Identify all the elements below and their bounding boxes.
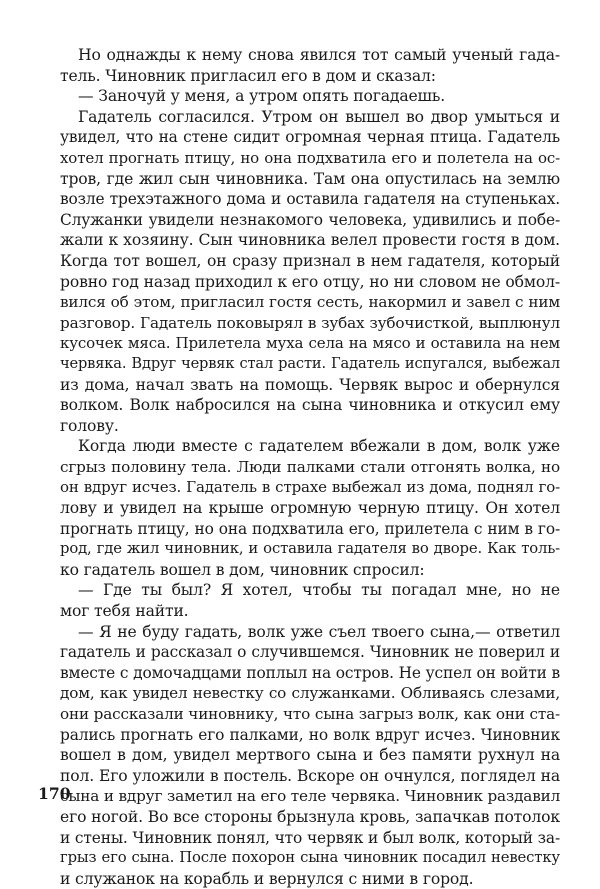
text-line: ровно год назад приходил к его отцу, но ни словом не обмол- <box>60 272 560 291</box>
text-line: Служанки увидели незнакомого человека, удивились и побе- <box>60 210 560 229</box>
text-line: они рассказали чиновнику, что сына загрыз волк, как они ста- <box>60 705 560 723</box>
text-line: гадатель и рассказал о случившемся. Чиновник не поверил и <box>60 643 560 662</box>
text-line: вошел в дом, увидел мертвого сына и без памяти рухнул на <box>60 746 560 765</box>
text-line: род, где жил чиновник, и оставила гадателя во дворе. Как толь- <box>60 540 560 558</box>
text-line: — Я не буду гадать, волк уже съел твоего сына,— ответил <box>78 622 560 641</box>
text-line: пол. Его уложили в постель. Вскоре он очнулся, поглядел на <box>60 766 560 785</box>
text-line: сына и вдруг заметил на его теле червяка. Чиновник раздавил <box>60 787 561 806</box>
text-line: он вдруг исчез. Гадатель в страхе выбежал из дома, поднял го- <box>60 478 560 497</box>
text-line: мог тебя найти. <box>60 602 189 621</box>
text-line: сгрыз половину тела. Люди палками стали отгонять волка, но <box>60 457 560 476</box>
text-line: и стены. Чиновник понял, что червяк и был волк, который за- <box>60 828 560 847</box>
text-line: из дома, начал звать на помощь. Червяк вырос и обернулся <box>60 375 560 394</box>
text-line: его ногой. Во все стороны брызнула кровь, запачкав потолок <box>60 807 560 826</box>
text-line: возле трехэтажного дома и оставила гадателя на ступеньках. <box>60 190 560 209</box>
text-line: и служанок на корабль и вернулся с ними в город. <box>60 869 474 888</box>
text-line: прогнать птицу, но она подхватила его, прилетела с ним в го- <box>60 519 560 538</box>
text-line: грыз его сына. После похорон сына чиновник посадил невестку <box>60 849 560 867</box>
page-number: 170 <box>38 784 71 803</box>
text-line: тров, где жил сын чиновника. Там она опустилась на землю <box>60 169 560 188</box>
text-line: Когда тот вошел, он сразу признал в нем гадателя, который <box>60 251 560 270</box>
text-line: кусочек мяса. Прилетела муха села на мясо и оставила на нем <box>60 334 560 353</box>
text-line: — Заночуй у меня, а утром опять погадаешь. <box>78 87 446 106</box>
body-text <box>60 45 560 889</box>
text-line: лову и увидел на крыше огромную черную птицу. Он хотел <box>60 499 560 518</box>
text-line: — Где ты был? Я хотел, чтобы ты погадал мне, но не <box>78 581 560 600</box>
text-line: червяка. Вдруг червяк стал расти. Гадатель испугался, выбежал <box>60 354 560 372</box>
text-line: увидел, что на стене сидит огромная черная птица. Гадатель <box>60 128 560 147</box>
text-line: Но однажды к нему снова явился тот самый ученый гада- <box>78 46 560 64</box>
text-line: волком. Волк набросился на сына чиновника и откусил ему <box>60 396 560 415</box>
text-line: хотел прогнать птицу, но она подхватила его и полетела на ос- <box>60 148 560 167</box>
text-line: разговор. Гадатель поковырял в зубах зубочисткой, выплюнул <box>60 313 560 332</box>
text-line: рались прогнать его палками, но волк вдруг исчез. Чиновник <box>60 725 560 744</box>
text-line: голову. <box>60 416 119 435</box>
text-line: вместе с домочадцами поплыл на остров. Не успел он войти в <box>60 663 560 682</box>
text-line: жали к хозяину. Сын чиновника велел провести гостя в дом. <box>60 231 560 250</box>
text-line: вился об этом, пригласил гостя сесть, накормил и завел с ним <box>60 293 560 312</box>
text-line: дом, как увидел невестку со служанками. Обливаясь слезами, <box>60 684 560 703</box>
text-line: тель. Чиновник пригласил его в дом и сказал: <box>60 66 436 85</box>
text-line: Когда люди вместе с гадателем вбежали в дом, волк уже <box>78 437 560 456</box>
text-line: Гадатель согласился. Утром он вышел во двор умыться и <box>78 107 560 126</box>
text-line: ко гадатель вошел в дом, чиновник спросил: <box>60 560 425 579</box>
